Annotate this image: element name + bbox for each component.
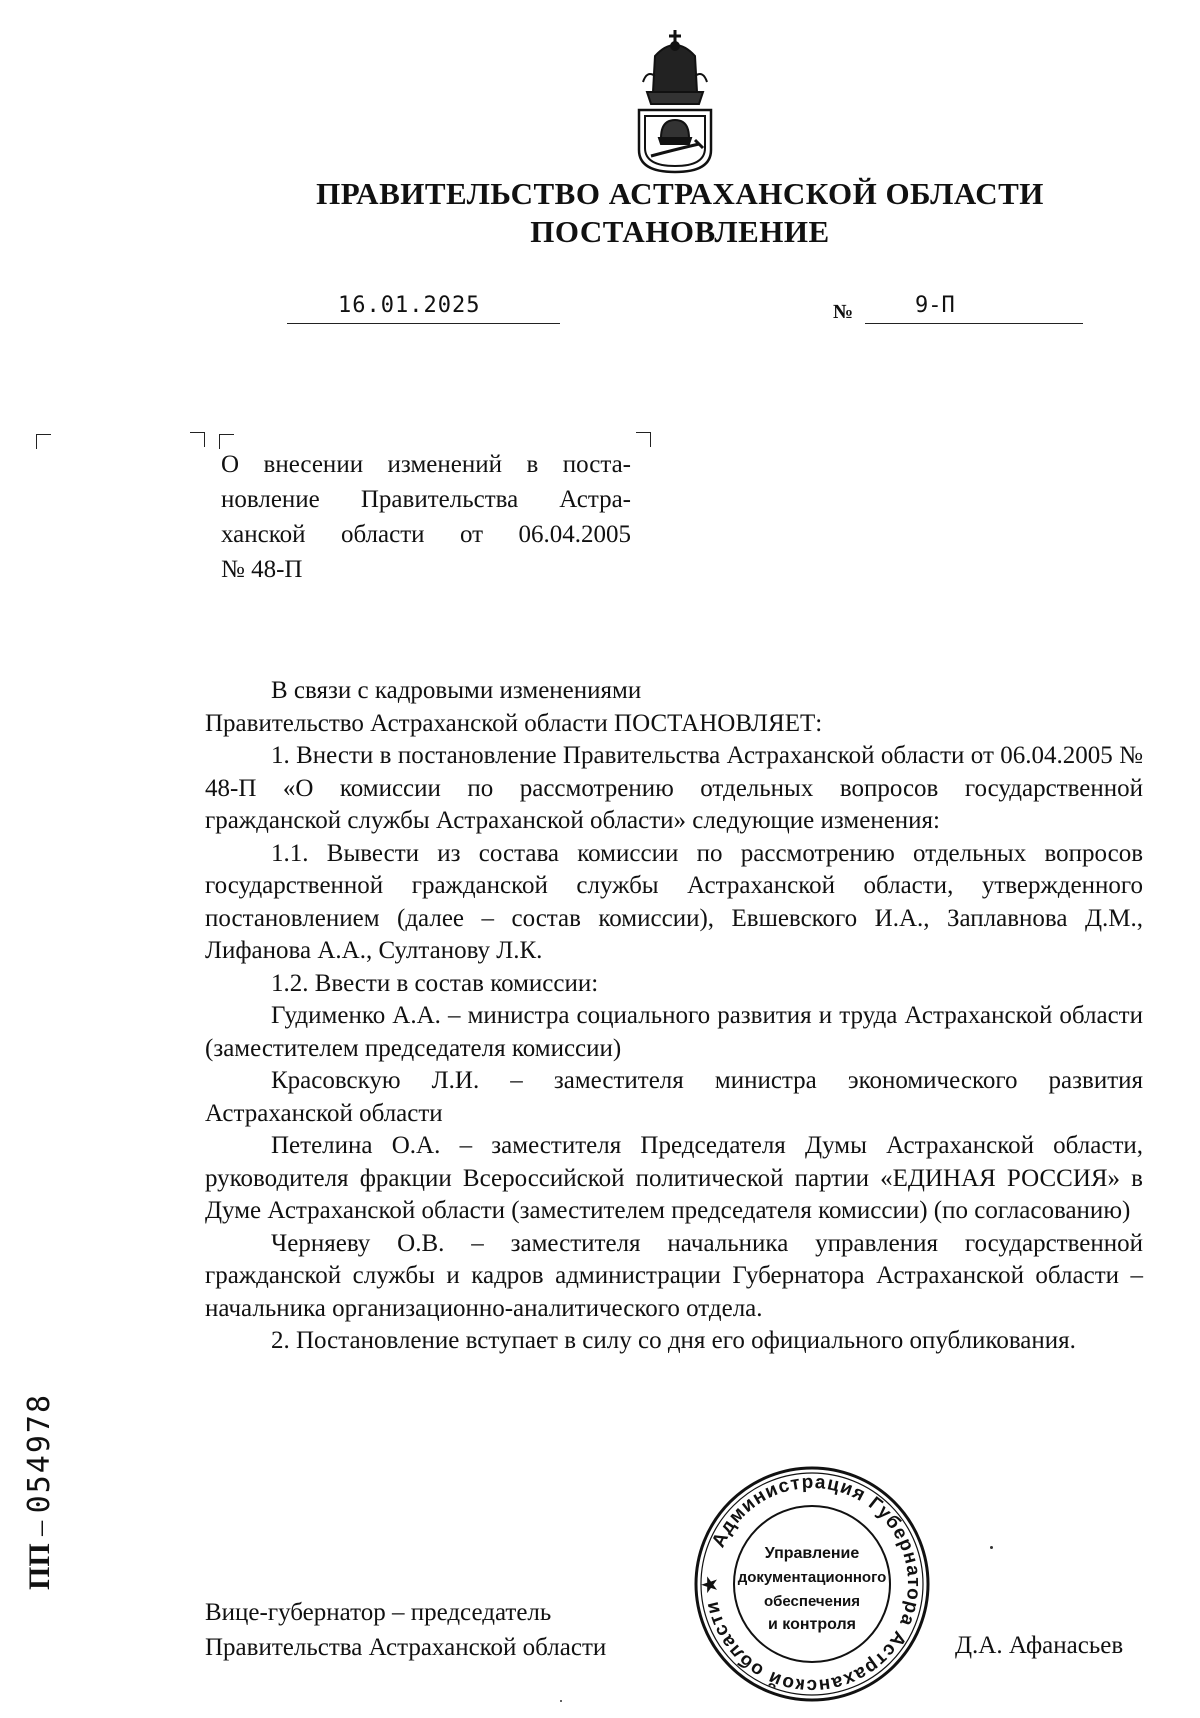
- scan-speck: [990, 1546, 993, 1549]
- body-paragraph: 1.1. Вывести из состава комиссии по рассмотрению отдельных вопросов государственной гражданской службы Астраханской области, утвержденного постановлением (далее – состав комиссии), Евшевского И.А., Заплавнова Д.М., Лифанова А.А., Султанову Л.К.: [205, 839, 1143, 964]
- body-paragraph: Гудименко А.А. – министра социального развития и труда Астраханской области (заместителем председателя комиссии): [205, 1002, 1143, 1062]
- subject-line: О внесении изменений в поста-: [221, 451, 631, 478]
- government-title: ПРАВИТЕЛЬСТВО АСТРАХАНСКОЙ ОБЛАСТИ: [316, 176, 1044, 211]
- document-body: [205, 675, 1143, 1358]
- serial-digits: 054978: [22, 1392, 57, 1514]
- subject-line: ханской области от 06.04.2005: [221, 521, 631, 548]
- serial-prefix: ПП: [23, 1543, 56, 1590]
- signatory-position-line: Вице-губернатор – председатель: [205, 1599, 552, 1626]
- stamp-center-line: обеспечения: [763, 1593, 861, 1610]
- document-date: 16.01.2025: [338, 293, 481, 318]
- subject-line: новление Правительства Астра-: [221, 486, 631, 513]
- stamp-center-line: и контроля: [768, 1616, 856, 1633]
- body-paragraph: Красовскую Л.И. – заместителя министра экономического развития Астраханской области: [205, 1067, 1143, 1127]
- signatory-position: [205, 1595, 606, 1665]
- document-number: 9-П: [915, 293, 955, 318]
- coat-of-arms-emblem: [633, 26, 717, 174]
- body-paragraph: Черняеву О.В. – заместителя начальника управления государственной гражданской службы и кадров администрации Губернатора Астраханской области – начальника организационно-аналитического отдела.: [205, 1229, 1143, 1322]
- body-paragraph: В связи с кадровыми изменениями: [271, 677, 642, 704]
- corner-mark: [636, 432, 651, 447]
- body-paragraph: 2. Постановление вступает в силу со дня его официального опубликования.: [271, 1327, 1076, 1354]
- body-paragraph: Петелина О.А. – заместителя Председателя Думы Астраханской области, руководителя фракции Всероссийской политической партии «ЕДИНАЯ РОССИЯ» в Думе Астраханской области (заместителем председателя комиссии) (по согласованию): [205, 1132, 1143, 1224]
- stamp-center-line: Управление: [764, 1545, 860, 1562]
- stamp-center-line: документационного: [737, 1569, 887, 1586]
- serial-number: [22, 1390, 82, 1590]
- date-underline: [287, 323, 560, 324]
- number-underline: [865, 323, 1083, 324]
- body-paragraph: Правительство Астраханской области ПОСТАНОВЛЯЕТ:: [205, 709, 823, 737]
- scan-speck: [560, 1700, 562, 1702]
- body-paragraph: 1.2. Ввести в состав комиссии:: [271, 969, 599, 997]
- official-stamp: [693, 1465, 931, 1703]
- serial-separator: –: [23, 1513, 56, 1544]
- subject-line: № 48-П: [221, 556, 303, 583]
- number-sign: №: [833, 301, 854, 323]
- document-subject: [221, 447, 631, 587]
- corner-mark: [36, 434, 51, 449]
- body-paragraph: 1. Внести в постановление Правительства Астраханской области от 06.04.2005 № 48-П «О комиссии по рассмотрению отдельных вопросов государственной гражданской службы Астраханской области» следующие изменения:: [205, 742, 1143, 834]
- corner-mark: [190, 432, 205, 447]
- stamp-ring-text: Администрация Губернатора Астраханской области ★: [699, 1471, 925, 1697]
- signatory-name: Д.А. Афанасьев: [955, 1632, 1124, 1659]
- document-type: ПОСТАНОВЛЕНИЕ: [530, 214, 830, 249]
- signatory-position-line: Правительства Астраханской области: [205, 1634, 607, 1661]
